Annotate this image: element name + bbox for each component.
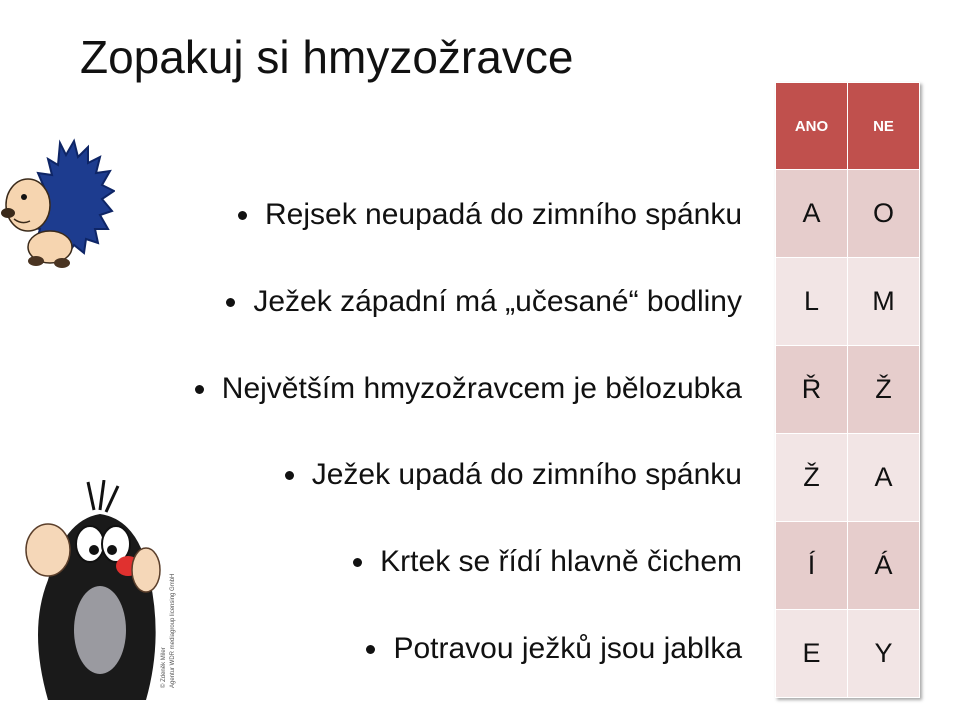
answer-row	[776, 522, 920, 610]
statement-item	[195, 369, 742, 409]
image-credit	[160, 574, 178, 688]
bullet-dot-icon	[366, 645, 375, 654]
hedgehog-body	[28, 231, 72, 268]
statement-item	[238, 195, 742, 235]
statement-item	[226, 282, 742, 322]
answer-no-cell: Y	[848, 610, 920, 698]
statement-item	[285, 455, 742, 495]
answer-row	[776, 610, 920, 698]
answer-no-cell: O	[848, 170, 920, 258]
bullet-dot-icon	[226, 298, 235, 307]
bullet-dot-icon	[353, 558, 362, 567]
statement-text: Rejsek neupadá do zimního spánku	[265, 198, 742, 231]
hedgehog-cartoon	[0, 135, 115, 275]
answer-row	[776, 346, 920, 434]
answer-yes-cell: A	[776, 170, 848, 258]
answer-no-cell: Á	[848, 522, 920, 610]
mole-cartoon	[18, 480, 168, 700]
bullet-dot-icon	[238, 211, 247, 220]
mole-hair	[88, 480, 118, 512]
answer-yes-cell: Í	[776, 522, 848, 610]
statement-text: Potravou ježků jsou jablka	[393, 632, 742, 665]
credit-line: Agentur WDR mediagroup licensing GmbH	[170, 573, 176, 688]
statement-text: Největším hmyzožravcem je bělozubka	[221, 372, 742, 405]
statement-text: Ježek západní má „učesané“ bodliny	[253, 285, 742, 318]
statement-item	[353, 542, 742, 582]
bullet-dot-icon	[195, 385, 204, 394]
header-no: NE	[848, 83, 920, 170]
answer-yes-cell: Ž	[776, 434, 848, 522]
bullet-dot-icon	[285, 471, 294, 480]
answer-row	[776, 170, 920, 258]
statement-item	[366, 629, 742, 669]
answer-yes-cell: Ř	[776, 346, 848, 434]
answer-no-cell: M	[848, 258, 920, 346]
answer-no-cell: Ž	[848, 346, 920, 434]
statement-text: Ježek upadá do zimního spánku	[311, 458, 742, 491]
statement-text: Krtek se řídí hlavně čichem	[380, 545, 742, 578]
answer-no-cell: A	[848, 434, 920, 522]
hedgehog-face	[1, 179, 50, 231]
credit-line: © Zdeněk Miler	[161, 647, 167, 688]
answer-row	[776, 258, 920, 346]
answer-row	[776, 434, 920, 522]
answer-table	[775, 82, 920, 698]
header-yes: ANO	[776, 83, 848, 170]
answer-yes-cell: L	[776, 258, 848, 346]
answer-yes-cell: E	[776, 610, 848, 698]
slide-title: Zopakuj si hmyzožravce	[80, 31, 574, 83]
answer-table-header	[776, 83, 920, 170]
